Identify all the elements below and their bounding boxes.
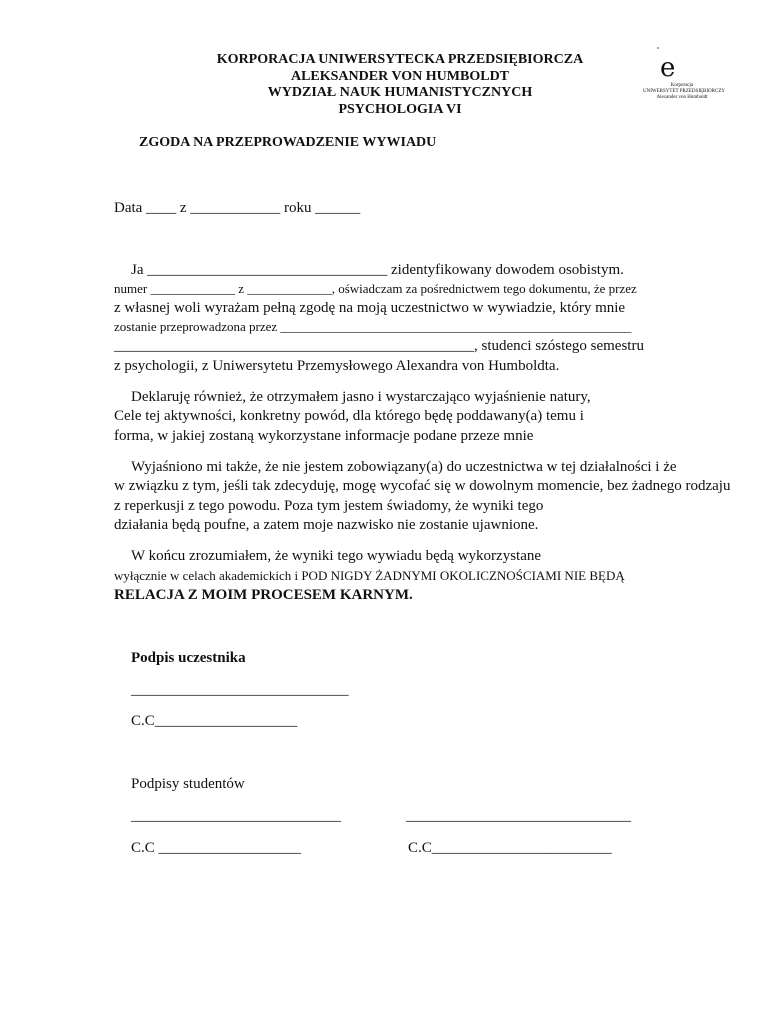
finally-line-3: RELACJA Z MOIM PROCESEM KARNYM.	[114, 587, 413, 603]
logo-text-1: Korporacja	[670, 83, 694, 88]
logo-text-3: Alexander von Humboldt	[656, 95, 708, 100]
participant-signature-line: _____________________________	[131, 682, 349, 698]
declare-line-2: Cele tej aktywności, konkretny powód, dla którego będę poddawany(a) temu i	[114, 408, 584, 424]
participant-id-line: C.C___________________	[131, 713, 298, 729]
header-line-2: ALEKSANDER VON HUMBOLDT	[290, 69, 510, 84]
participant-signature-label: Podpis uczestnika	[131, 650, 246, 666]
student-id-line-right: C.C________________________	[408, 840, 612, 856]
finally-line-1: W końcu zrozumiałem, że wyniki tego wywiadu będą wykorzystane	[131, 548, 542, 564]
student-signature-line-left: ____________________________	[131, 808, 341, 824]
header-line-1: KORPORACJA UNIWERSYTECKA PRZEDSIĘBIORCZA	[216, 52, 584, 67]
date-line: Data ____ z ____________ roku ______	[114, 200, 361, 216]
university-logo	[643, 45, 725, 107]
logo-dot	[657, 47, 659, 49]
consent-line-2: numer _____________ z _____________, oświadczam za pośrednictwem tego dokumentu, że przez	[114, 281, 637, 296]
consent-line-6: z psychologii, z Uniwersytetu Przemysłowego Alexandra von Humboldta.	[114, 358, 560, 374]
student-signature-line-right: ______________________________	[406, 808, 631, 824]
explained-line-4: działania będą poufne, a zatem moje nazwisko nie zostanie ujawnione.	[114, 517, 539, 533]
explained-line-1: Wyjaśniono mi także, że nie jestem zobowiązany(a) do uczestnictwa w tej działalności i że	[131, 459, 677, 475]
declare-line-1: Deklaruję również, że otrzymałem jasno i wystarczająco wyjaśnienie natury,	[131, 389, 591, 405]
finally-line-2: wyłącznie w celach akademickich i POD NIGDY ŻADNYMI OKOLICZNOŚCIAMI NIE BĘDĄ	[114, 568, 625, 583]
header-line-4: PSYCHOLOGIA VI	[338, 102, 462, 117]
explained-line-2: w związku z tym, jeśli tak zdecyduję, mogę wycofać się w dowolnym momencie, bez żadnego rodzaju	[114, 478, 731, 494]
logo-text-2: UNIWERSYTET PRZEDSIĘBIORCZY	[643, 89, 725, 94]
header-line-3: WYDZIAŁ NAUK HUMANISTYCZNYCH	[267, 85, 533, 100]
explained-line-3: z reperkusji z tego powodu. Poza tym jestem świadomy, że wyniki tego	[114, 498, 544, 514]
consent-line-5: ________________________________________________, studenci szóstego semestru	[114, 338, 644, 354]
consent-line-4: zostanie przeprowadzona przez ______________________________________________________	[114, 319, 632, 334]
document-title: ZGODA NA PRZEPROWADZENIE WYWIADU	[139, 135, 437, 150]
declare-line-3: forma, w jakiej zostaną wykorzystane informacje podane przeze mnie	[114, 428, 534, 444]
consent-line-1: Ja ________________________________ zidentyfikowany dowodem osobistym.	[131, 262, 624, 278]
student-id-line-left: C.C ___________________	[131, 840, 302, 856]
logo-letter: e	[660, 53, 676, 83]
students-signature-label: Podpisy studentów	[131, 776, 245, 792]
consent-line-3: z własnej woli wyrażam pełną zgodę na moją uczestnictwo w wywiadzie, który mnie	[114, 300, 626, 316]
